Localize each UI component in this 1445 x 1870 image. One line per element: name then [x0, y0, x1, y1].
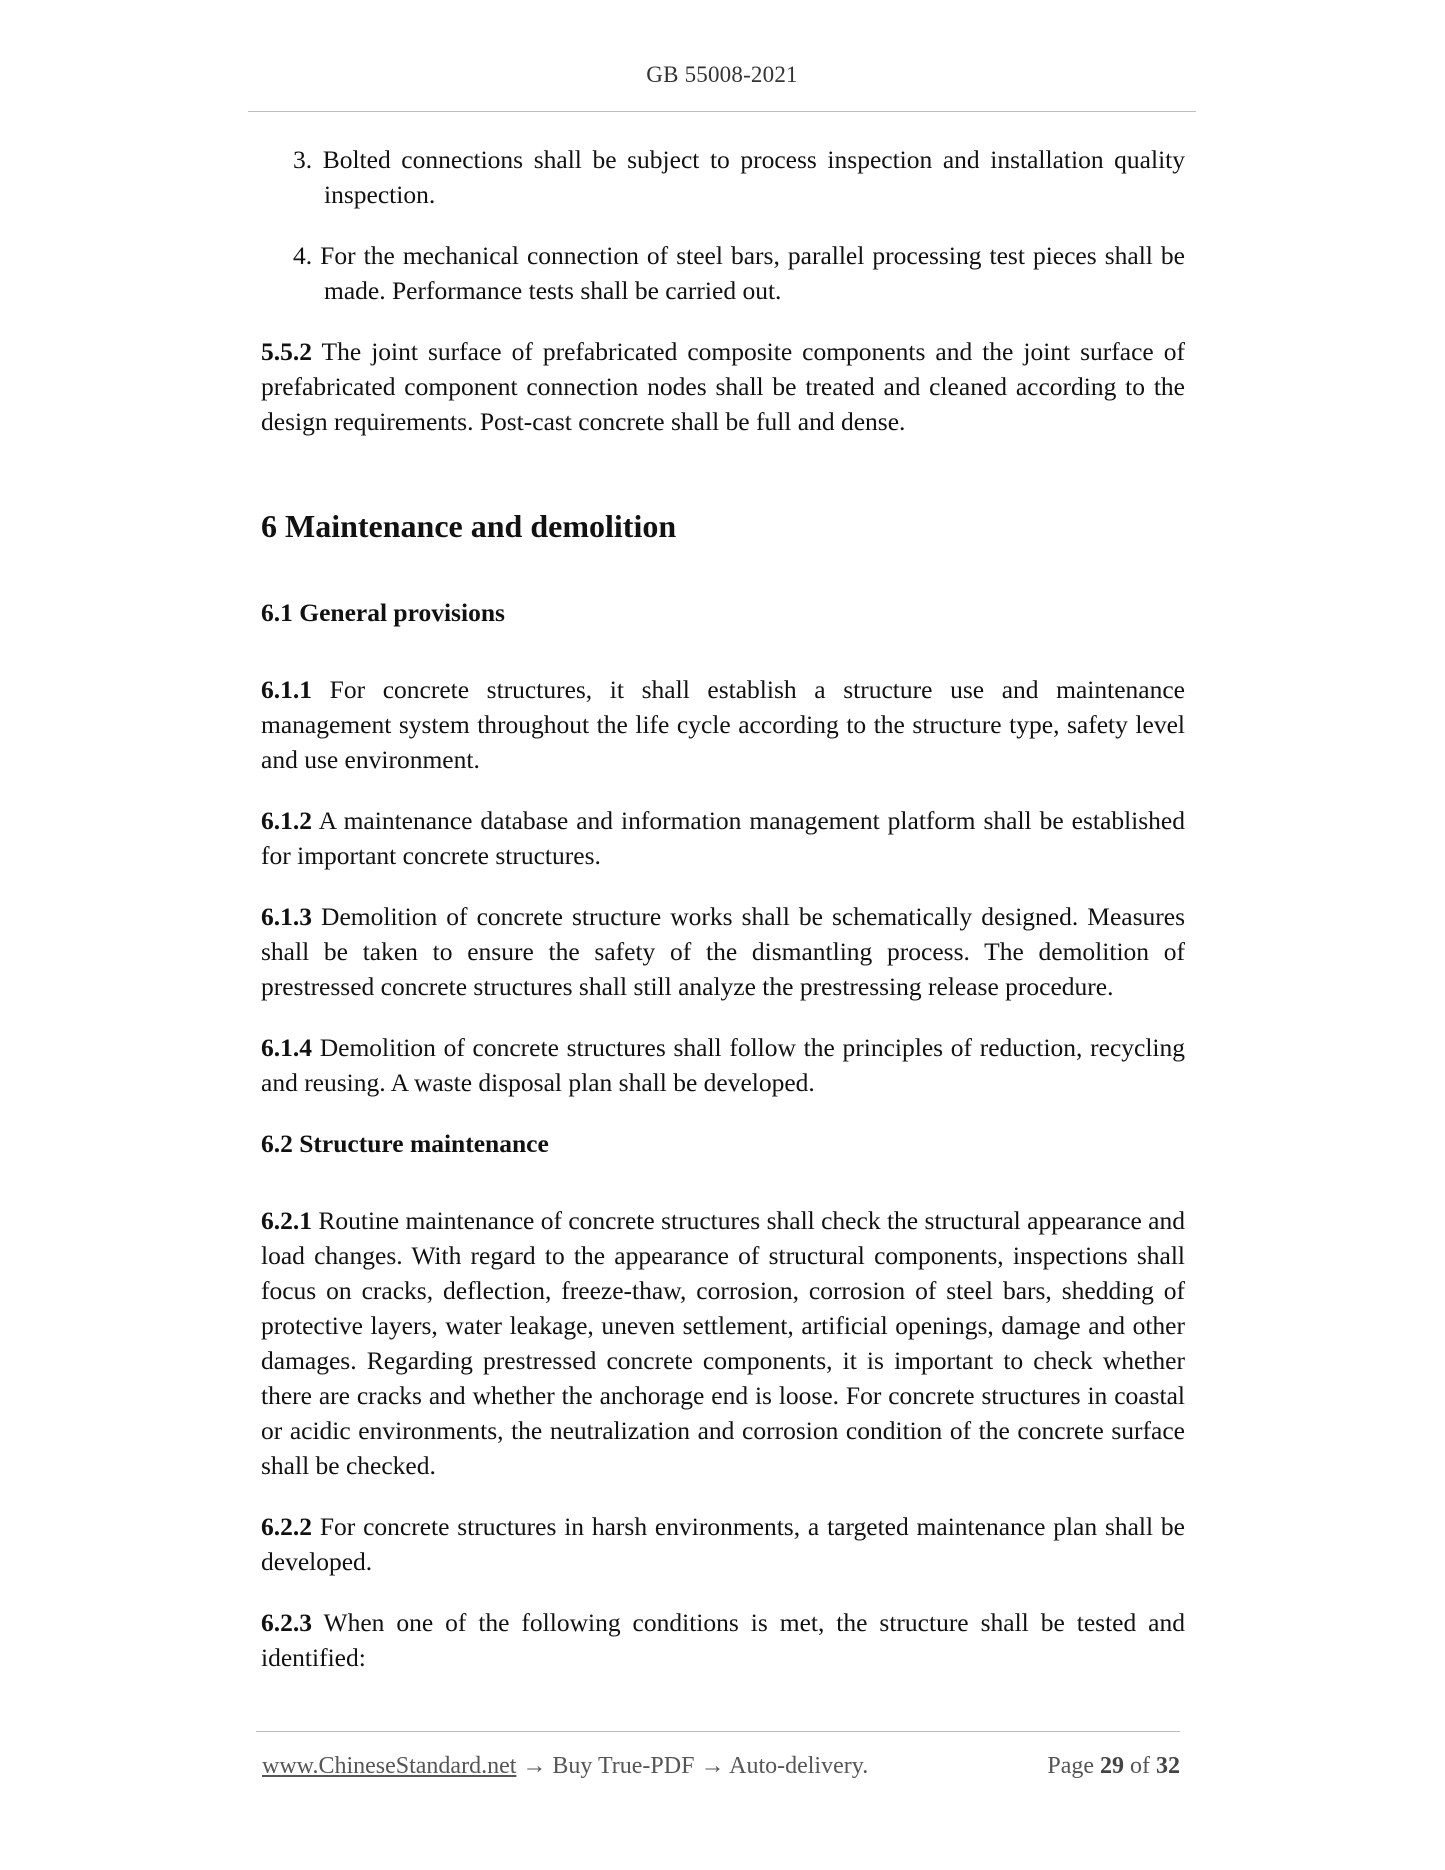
footer-promo [262, 1749, 868, 1783]
document-body [261, 142, 1185, 1675]
clause-text: A maintenance database and information management platform shall be established for important concrete structures. [261, 806, 1185, 870]
clause-number: 6.1.2 [261, 806, 312, 835]
clause-6-2-3 [261, 1605, 1185, 1675]
page-header: GB 55008-2021 [646, 62, 798, 87]
page-prefix: Page [1047, 1753, 1094, 1779]
clause-6-2-2 [261, 1509, 1185, 1579]
clause-6-1-4 [261, 1030, 1185, 1100]
section-heading-6-1: 6.1 General provisions [261, 598, 505, 627]
page-of: of [1130, 1753, 1150, 1779]
clause-6-1-3 [261, 899, 1185, 1004]
website-link[interactable]: www.ChineseStandard.net [262, 1753, 517, 1779]
footer-tagline: → Buy True-PDF → Auto-delivery. [516, 1753, 869, 1779]
clause-text: The joint surface of prefabricated composite components and the joint surface of prefabricated component connection nodes shall be treated and cleaned according to the design requirements. Post-cast concrete shall be full and dense. [261, 337, 1185, 436]
clause-number: 6.2.3 [261, 1608, 312, 1637]
page-total: 32 [1156, 1753, 1180, 1779]
clause-5-5-2 [261, 334, 1185, 439]
clause-number: 6.1.4 [261, 1033, 312, 1062]
list-item: 3. Bolted connections shall be subject to process inspection and installation quality inspection. [293, 145, 1185, 209]
list-item: 4. For the mechanical connection of steel bars, parallel processing test pieces shall be made. Performance tests shall be carried out. [293, 241, 1185, 305]
header-divider [248, 111, 1196, 112]
clause-text: For concrete structures in harsh environments, a targeted maintenance plan shall be developed. [261, 1512, 1185, 1576]
clause-number: 6.1.1 [261, 675, 312, 704]
page-indicator [1047, 1749, 1180, 1783]
clause-6-1-2 [261, 803, 1185, 873]
clause-text: When one of the following conditions is met, the structure shall be tested and identified: [261, 1608, 1185, 1672]
clause-text: For concrete structures, it shall establish a structure use and maintenance management system throughout the life cycle according to the structure type, safety level and use environment. [261, 675, 1185, 774]
clause-number: 5.5.2 [261, 337, 312, 366]
clause-number: 6.1.3 [261, 902, 312, 931]
section-heading-6-2: 6.2 Structure maintenance [261, 1129, 549, 1158]
clause-number: 6.2.2 [261, 1512, 312, 1541]
clause-number: 6.2.1 [261, 1206, 312, 1235]
clause-text: Demolition of concrete structures shall follow the principles of reduction, recycling and reusing. A waste disposal plan shall be developed. [261, 1033, 1185, 1097]
clause-6-1-1 [261, 672, 1185, 777]
clause-text: Demolition of concrete structure works shall be schematically designed. Measures shall be taken to ensure the safety of the dismantling process. The demolition of prestressed concrete structures shall still analyze the prestressing release procedure. [261, 902, 1185, 1001]
clause-text: Routine maintenance of concrete structures shall check the structural appearance and load changes. With regard to the appearance of structural components, inspections shall focus on cracks, deflection, freeze-thaw, corrosion, corrosion of steel bars, shedding of protective layers, water leakage, uneven settlement, artificial openings, damage and other damages. Regarding prestressed concrete components, it is important to check whether there are cracks and whether the anchorage end is loose. For concrete structures in coastal or acidic environments, the neutralization and corrosion condition of the concrete surface shall be checked. [261, 1206, 1185, 1480]
chapter-heading: 6 Maintenance and demolition [261, 508, 677, 544]
page-number: 29 [1100, 1753, 1124, 1779]
footer-divider [256, 1731, 1180, 1732]
clause-6-2-1 [261, 1203, 1185, 1483]
